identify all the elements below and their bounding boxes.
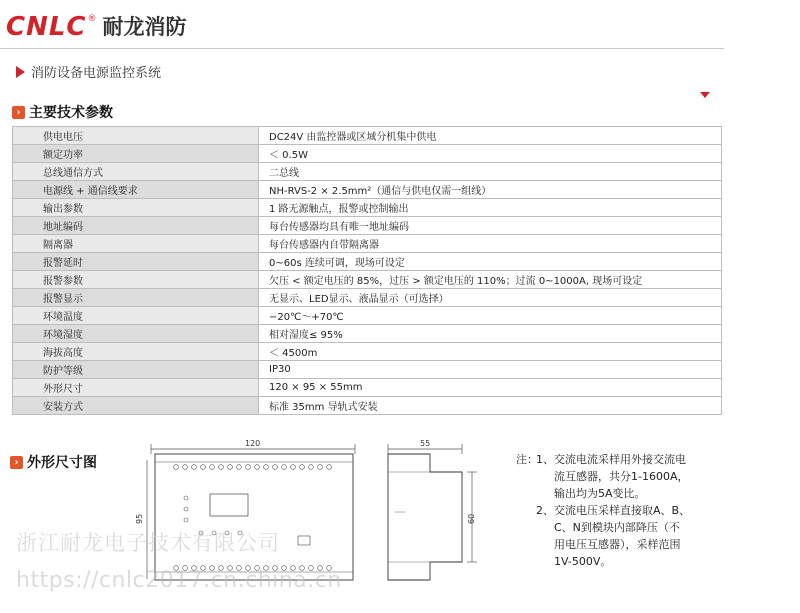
spec-value: 每台传感器均具有唯一地址编码	[259, 217, 722, 235]
dimensions-section-title: 外形尺寸图	[27, 455, 97, 471]
side-view-outline	[388, 454, 462, 580]
spec-value: 相对湿度≤ 95%	[259, 325, 722, 343]
spec-row	[13, 181, 722, 199]
triangle-down-icon	[700, 92, 710, 98]
side-height-dimension-label: 60	[467, 513, 476, 524]
spec-row	[13, 343, 722, 361]
notes-block	[516, 451, 714, 570]
width-dimension-label: 120	[245, 439, 261, 448]
spec-row	[13, 127, 722, 145]
note-text	[554, 451, 714, 502]
brand-logo	[6, 8, 187, 42]
logo-cn-text: 耐龙消防	[102, 14, 187, 39]
spec-row	[13, 289, 722, 307]
specs-section-heading	[12, 102, 113, 122]
spec-row	[13, 235, 722, 253]
watermark-company: 浙江耐龙电子技术有限公司	[16, 531, 280, 555]
spec-param: 外形尺寸	[13, 379, 259, 397]
front-view-outline	[155, 454, 353, 580]
note-line: C、N到模块内部降压（不	[554, 521, 680, 534]
spec-param: 隔离器	[13, 235, 259, 253]
spec-param: 供电电压	[13, 127, 259, 145]
notes-label: 注：	[516, 453, 538, 466]
system-title-text: 消防设备电源监控系统	[31, 66, 162, 81]
note-number: 2、	[536, 504, 554, 517]
spec-value: −20℃～+70℃	[259, 307, 722, 325]
spec-param: 防护等级	[13, 361, 259, 379]
spec-value: 1 路无源触点，报警或控制输出	[259, 199, 722, 217]
registered-mark: ®	[87, 14, 97, 24]
spec-row	[13, 361, 722, 379]
spec-value: ＜ 0.5W	[259, 145, 722, 163]
spec-param: 环境温度	[13, 307, 259, 325]
header-divider	[0, 48, 724, 49]
spec-row	[13, 397, 722, 415]
note-item	[516, 502, 714, 570]
note-item	[516, 451, 714, 502]
system-title	[16, 62, 161, 81]
spec-param: 地址编码	[13, 217, 259, 235]
spec-param: 电源线 + 通信线要求	[13, 181, 259, 199]
spec-value: 无显示、LED显示、液晶显示（可选择）	[259, 289, 722, 307]
specs-section-title: 主要技术参数	[29, 105, 113, 121]
spec-param: 海拔高度	[13, 343, 259, 361]
spec-value: 每台传感器内自带隔离器	[259, 235, 722, 253]
spec-row	[13, 325, 722, 343]
spec-value: 120 × 95 × 55mm	[259, 379, 722, 397]
spec-value: 0~60s 连续可调，现场可设定	[259, 253, 722, 271]
spec-value: 标准 35mm 导轨式安装	[259, 397, 722, 415]
height-dimension-label: 95	[135, 513, 144, 524]
spec-value: IP30	[259, 361, 722, 379]
spec-row	[13, 307, 722, 325]
note-line: 输出均为5A变比。	[554, 487, 646, 500]
specs-table	[12, 126, 722, 415]
spec-value: 欠压 < 额定电压的 85%，过压 > 额定电压的 110%；过流 0~1000A, 现场可设定	[259, 271, 722, 289]
spec-row	[13, 217, 722, 235]
spec-value: 二总线	[259, 163, 722, 181]
spec-value: DC24V 由监控器或区域分机集中供电	[259, 127, 722, 145]
lcd-window	[210, 494, 248, 516]
spec-row	[13, 145, 722, 163]
spec-param: 环境湿度	[13, 325, 259, 343]
triangle-right-icon	[16, 66, 25, 78]
note-text	[554, 502, 714, 570]
spec-row	[13, 379, 722, 397]
note-number: 1、	[536, 453, 554, 466]
spec-param: 输出参数	[13, 199, 259, 217]
note-line: 1V-500V。	[554, 555, 612, 568]
spec-row	[13, 199, 722, 217]
spec-row	[13, 253, 722, 271]
logo-en-text: CNLC	[6, 12, 87, 42]
spec-value: ＜ 4500m	[259, 343, 722, 361]
spec-row	[13, 271, 722, 289]
spec-param: 报警延时	[13, 253, 259, 271]
note-line: 交流电压采样直接取A、B、	[554, 504, 691, 517]
chevron-right-icon: ›	[10, 456, 23, 469]
spec-param: 额定功率	[13, 145, 259, 163]
chevron-right-icon: ›	[12, 106, 25, 119]
spec-row	[13, 163, 722, 181]
watermark-url: https://cnlc2017.cn.china.cn	[16, 568, 342, 593]
spec-param: 总线通信方式	[13, 163, 259, 181]
note-line: 交流电流采样用外接交流电	[554, 453, 686, 466]
spec-param: 安装方式	[13, 397, 259, 415]
spec-param: 报警显示	[13, 289, 259, 307]
depth-dimension-label: 55	[420, 439, 431, 448]
spec-value: NH-RVS-2 × 2.5mm²（通信与供电仅需一组线）	[259, 181, 722, 199]
note-line: 用电压互感器），采样范围	[554, 538, 681, 551]
spec-param: 报警参数	[13, 271, 259, 289]
note-line: 流互感器，共分1-1600A，	[554, 470, 689, 483]
